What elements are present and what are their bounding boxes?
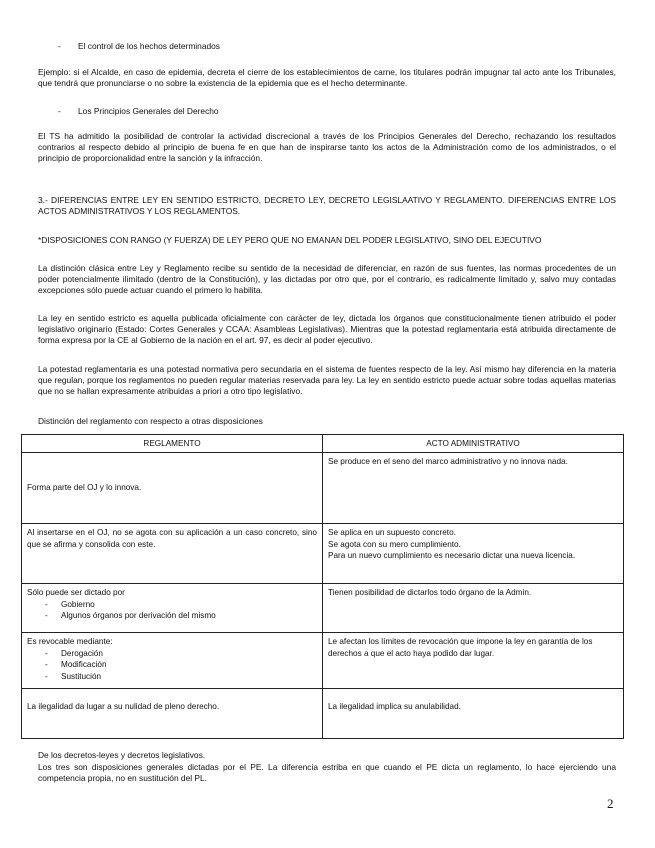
decretos-heading: De los decretos-leyes y decretos legislativos. [38, 750, 206, 760]
sub-item: - Modificación [45, 660, 107, 669]
sub-item: - Sustitución [45, 671, 102, 681]
paragraph-ts: El TS ha admitido la posibilidad de controlar la actividad discrecional a través de los Principios Generales del Derecho, rechazando los resultados contrarios al respecto debido al principio de buena fe en que han de inspirarse tanto los actos de la Administración como de los administrados, o el principio de proporcionalidad entre la sanción y la infracción. [38, 131, 616, 163]
comparison-table [21, 434, 624, 739]
cell-acto: Le afectan los límites de revocación que impone la ley en garantía de los derechos a que el acto haya podido dar lugar. [323, 633, 624, 689]
cell-reglamento: La ilegalidad da lugar a su nulidad de pleno derecho. [22, 689, 323, 739]
table-header-row [22, 435, 624, 453]
paragraph-distincion: La distinción clásica entre Ley y Reglamento recibe su sentido de la necesidad de diferenciar, en razón de sus fuentes, las normas procedentes de un poder potencialmente ilimitado (dentro de la Constitución), y las dictadas por otro que, por el contrario, es radicalmente limitado y, salvo muy contadas excepciones sólo puede actuar cuando el primero lo habilita. [38, 263, 616, 295]
bullet-control-hechos: - El control de los hechos determinados [58, 41, 220, 51]
paragraph-decretos: Los tres son disposiciones generales dictadas por el PE. La diferencia estriba en que cuando el PE dicta un reglamento, lo hace ejerciendo una competencia propia, no en sustitución del PL. [38, 762, 616, 783]
sub-item: - Gobierno [45, 599, 95, 609]
page-number: 2 [607, 796, 614, 811]
cell-acto: La ilegalidad implica su anulabilidad. [323, 689, 624, 739]
table-row [22, 633, 624, 689]
table-caption: Distinción del reglamento con respecto a otras disposiciones [38, 416, 263, 426]
bullet-principios: - Los Principios Generales del Derecho [58, 106, 219, 116]
table-row [22, 453, 624, 524]
cell-acto [323, 524, 624, 584]
header-acto-administrativo: ACTO ADMINISTRATIVO [323, 435, 624, 453]
section-heading-3: 3.- DIFERENCIAS ENTRE LEY EN SENTIDO ESTRICTO, DECRETO LEY, DECRETO LEGISLAATIVO Y REGLAMENTO. DIFERENCIAS ENTRE LOS ACTOS ADMINISTRATIVOS Y LOS REGLAMENTOS. [38, 195, 616, 216]
cell-reglamento: Forma parte del OJ y lo innova. [22, 453, 323, 524]
cell-acto: Se produce en el seno del marco administrativo y no innova nada. [323, 453, 624, 524]
header-reglamento: REGLAMENTO [22, 435, 323, 453]
cell-line: Se agota con su mero cumplimiento. [328, 539, 461, 549]
cell-reglamento [22, 584, 323, 633]
table-row [22, 584, 624, 633]
paragraph-ejemplo: Ejemplo: si el Alcalde, en caso de epidemia, decreta el cierre de los establecimientos de carne, los titulares podrán impugnar tal acto ante los Tribunales, que tendrá que pronunciarse o no sobre la existencia de la epidemia que es el hecho determinante. [38, 67, 616, 88]
table-row [22, 524, 624, 584]
cell-line: Se aplica en un supuesto concreto. [328, 528, 456, 537]
cell-reglamento: Al insertarse en el OJ, no se agota con su aplicación a un caso concreto, sino que se afirma y consolida con este. [22, 524, 323, 584]
paragraph-ley: La ley en sentido estricto es aquella publicada oficialmente con carácter de ley, dictada los órganos que constitucionalmente tienen atribuido el poder legislativo originario (Estado: Cortes Generales y CCAA: Asambleas Legislativas). Mientras que la potestad reglamentaria está atribuida directamente de forma expresa por la CE al Gobierno de la nación en el art. 97, es decir al poder ejecutivo. [38, 313, 616, 345]
paragraph-potestad: La potestad reglamentaria es una potestad normativa pero secundaria en el sistema de fuentes respecto de la ley. Así mismo hay diferencia en la materia que regulan, porque los reglamentos no pueden regular materias reservada para ley. La ley en sentido estricto puede actuar sobre todas aquellas materias que no se hallan expresamente atribuidas a priori a otro tipo legislativo. [38, 364, 616, 396]
cell-reglamento [22, 633, 323, 689]
cell-line: Es revocable mediante: [27, 637, 113, 646]
heading-disposiciones: *DISPOSICIONES CON RANGO (Y FUERZA) DE LEY PERO QUE NO EMANAN DEL PODER LEGISLATIVO, SINO DEL EJECUTIVO [38, 235, 542, 245]
sub-item: - Derogación [45, 648, 103, 658]
sub-item: - Algunos órganos por derivación del mismo [45, 611, 216, 620]
table-row [22, 689, 624, 739]
cell-acto: Tienen posibilidad de dictarlos todo órgano de la Admin. [323, 584, 624, 633]
cell-line: Para un nuevo cumplimiento es necesario dictar una nueva licencia. [328, 551, 576, 560]
cell-line: Sólo puede ser dictado por [27, 588, 125, 597]
